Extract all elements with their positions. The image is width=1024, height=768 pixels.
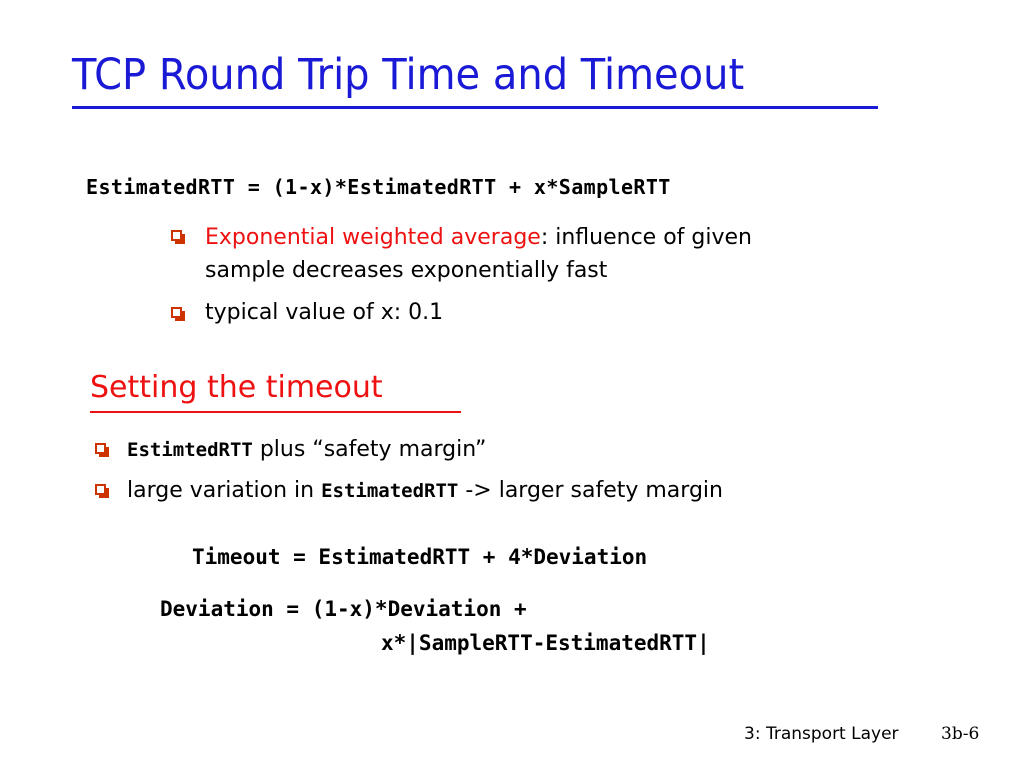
bullet-icon: [171, 230, 182, 241]
deviation-formula-line2: x*|SampleRTT-EstimatedRTT|: [381, 631, 710, 655]
bullet-large-variation: [127, 475, 723, 507]
bullet-typical-value: typical value of x: 0.1: [205, 300, 444, 325]
slide-title: TCP Round Trip Time and Timeout: [72, 50, 745, 100]
bullet-ewma-line2: sample decreases exponentially fast: [205, 258, 608, 283]
footer-chapter: 3: Transport Layer: [744, 724, 899, 744]
bullet-ewma-line1: [205, 222, 752, 254]
timeout-formula: Timeout = EstimatedRTT + 4*Deviation: [192, 545, 648, 569]
code-estimatedrtt: EstimatedRTT: [321, 480, 459, 502]
ewma-highlight: Exponential weighted average: [205, 225, 541, 250]
title-underline: [72, 106, 878, 109]
variation-pre: large variation in: [127, 478, 322, 503]
code-estimtedrtt: EstimtedRTT: [127, 439, 253, 461]
ewma-text: : influence of given: [540, 225, 752, 250]
estimated-rtt-formula: EstimatedRTT = (1-x)*EstimatedRTT + x*SampleRTT: [86, 175, 671, 199]
safety-margin-text: plus “safety margin”: [252, 437, 487, 462]
section-underline: [90, 411, 461, 413]
section-heading: Setting the timeout: [90, 370, 383, 405]
deviation-formula-line1: Deviation = (1-x)*Deviation +: [160, 597, 527, 621]
bullet-icon: [171, 307, 182, 318]
variation-post: -> larger safety margin: [458, 478, 723, 503]
bullet-icon: [95, 484, 106, 495]
footer-page-number: 3b-6: [941, 724, 980, 744]
bullet-icon: [95, 443, 106, 454]
bullet-safety-margin: [127, 434, 486, 466]
